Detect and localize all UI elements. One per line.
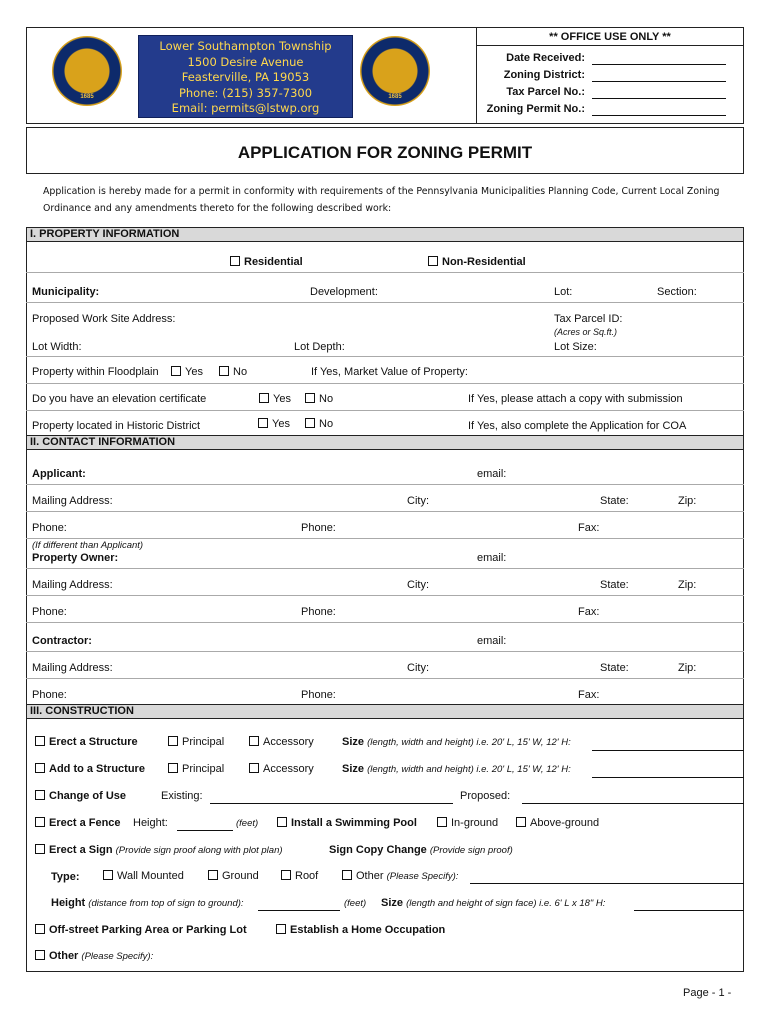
floodplain-no-checkbox[interactable] — [219, 366, 229, 376]
fence-height-field[interactable] — [177, 830, 233, 831]
other-specify-hint: (Please Specify): — [81, 951, 154, 962]
tax-parcel-no-label: Tax Parcel No.: — [506, 86, 585, 98]
residential-label: Residential — [244, 256, 303, 268]
contractor-city-label: City: — [407, 662, 429, 674]
owner-state-label: State: — [600, 579, 629, 591]
form-title: APPLICATION FOR ZONING PERMIT — [237, 143, 533, 162]
applicant-email-label: email: — [477, 468, 507, 480]
sign-height-field[interactable] — [258, 910, 340, 911]
wall-mounted-checkbox[interactable] — [103, 870, 113, 880]
residential-option[interactable] — [230, 256, 303, 268]
lot-width-label: Lot Width: — [32, 341, 82, 353]
pool-label: Install a Swimming Pool — [291, 817, 417, 829]
divider — [26, 651, 744, 652]
size-hint: (length, width and height) i.e. 20' L, 15' W, 12' H: — [367, 764, 571, 775]
parking-option[interactable] — [35, 924, 247, 936]
parking-checkbox[interactable] — [35, 924, 45, 934]
erect-sign-checkbox[interactable] — [35, 844, 45, 854]
sign-copy-hint: (Provide sign proof) — [429, 845, 513, 856]
existing-label: Existing: — [161, 790, 203, 802]
erect-sign-label: Erect a Sign — [49, 844, 113, 856]
fence-height-label: Height: — [133, 817, 168, 829]
zoning-permit-no-field[interactable] — [592, 115, 726, 116]
non-residential-checkbox[interactable] — [428, 256, 438, 266]
banner-line: Email: permits@lstwp.org — [171, 101, 320, 115]
applicant-zip-label: Zip: — [678, 495, 697, 507]
page-number: Page - 1 - — [683, 987, 732, 999]
please-specify-hint: (Please Specify): — [386, 871, 459, 882]
home-occupation-option[interactable] — [276, 924, 445, 936]
floodplain-label: Property within Floodplain — [32, 366, 159, 378]
size-label: Size — [342, 736, 365, 748]
banner-line: Lower Southampton Township — [159, 39, 332, 53]
lot-label: Lot: — [554, 286, 573, 298]
roof-checkbox[interactable] — [281, 870, 291, 880]
lot-depth-label: Lot Depth: — [294, 341, 345, 353]
date-received-field[interactable] — [592, 64, 726, 65]
sign-hint: (Provide sign proof along with plot plan) — [115, 845, 283, 856]
contractor-email-label: email: — [477, 635, 507, 647]
contractor-zip-label: Zip: — [678, 662, 697, 674]
size-label: Size — [342, 763, 365, 775]
historic-label: Property located in Historic District — [32, 420, 201, 432]
historic-yes-checkbox[interactable] — [258, 418, 268, 428]
divider — [26, 511, 744, 512]
inground-label: In-ground — [451, 817, 499, 829]
existing-field[interactable] — [210, 803, 453, 804]
other-type-label: Other — [356, 870, 384, 882]
accessory-label: Accessory — [263, 763, 314, 775]
elevation-note: If Yes, please attach a copy with submission — [468, 393, 683, 405]
divider — [26, 568, 744, 569]
owner-phone2-label: Phone: — [301, 606, 336, 618]
principal-label: Principal — [182, 763, 225, 775]
elevation-yes-option[interactable] — [259, 393, 291, 405]
divider — [26, 383, 744, 384]
add-principal-option[interactable] — [168, 763, 224, 775]
sign-height-label — [51, 897, 244, 909]
roof-label: Roof — [295, 870, 319, 882]
non-residential-label: Non-Residential — [442, 256, 526, 268]
divider — [26, 302, 744, 303]
applicant-phone2-label: Phone: — [301, 522, 336, 534]
other-checkbox[interactable] — [35, 950, 45, 960]
owner-mailing-label: Mailing Address: — [32, 579, 113, 591]
tax-parcel-id-label: Tax Parcel ID: — [554, 313, 623, 325]
historic-note: If Yes, also complete the Application for COA — [468, 420, 687, 432]
market-value-label: If Yes, Market Value of Property: — [311, 366, 468, 378]
ground-label: Ground — [222, 870, 259, 882]
other-type-option[interactable] — [342, 870, 458, 882]
sign-feet-label: (feet) — [344, 898, 367, 909]
tax-parcel-no-field[interactable] — [592, 98, 726, 99]
erect-accessory-option[interactable] — [249, 736, 314, 748]
wall-mounted-option[interactable] — [103, 870, 184, 882]
add-structure-option[interactable] — [35, 763, 145, 775]
sign-height-hint: (distance from top of sign to ground): — [88, 898, 244, 909]
add-principal-checkbox[interactable] — [168, 763, 178, 773]
divider — [26, 410, 744, 411]
roof-option[interactable] — [281, 870, 318, 882]
intro-line-1: Application is hereby made for a permit in conformity with requirements of the Pennsylvania Municipalities Planning Code, Current Local Zoning — [43, 186, 720, 197]
section-label: Section: — [657, 286, 697, 298]
township-seal-left-icon: 1685 — [52, 36, 122, 106]
elevation-no-checkbox[interactable] — [305, 393, 315, 403]
aboveground-option[interactable] — [516, 817, 599, 829]
applicant-phone-label: Phone: — [32, 522, 67, 534]
zoning-permit-no-label: Zoning Permit No.: — [486, 103, 585, 115]
historic-no-option[interactable] — [305, 418, 333, 430]
erect-size-field[interactable] — [592, 750, 744, 751]
contractor-state-label: State: — [600, 662, 629, 674]
historic-no-checkbox[interactable] — [305, 418, 315, 428]
residential-checkbox[interactable] — [230, 256, 240, 266]
inground-option[interactable] — [437, 817, 498, 829]
banner-line: Phone: (215) 357-7300 — [178, 85, 313, 100]
floodplain-yes-checkbox[interactable] — [171, 366, 181, 376]
applicant-fax-label: Fax: — [578, 522, 600, 534]
principal-label: Principal — [182, 736, 225, 748]
add-accessory-checkbox[interactable] — [249, 763, 259, 773]
sign-height-title: Height — [51, 897, 86, 909]
contractor-phone2-label: Phone: — [301, 689, 336, 701]
banner-line: Feasterville, PA 19053 — [181, 70, 310, 84]
floodplain-no-option[interactable] — [219, 366, 247, 378]
yes-label: Yes — [272, 418, 290, 430]
pool-option[interactable] — [277, 817, 417, 829]
inground-checkbox[interactable] — [437, 817, 447, 827]
owner-city-label: City: — [407, 579, 429, 591]
divider — [26, 595, 744, 596]
accessory-label: Accessory — [263, 736, 314, 748]
acres-hint: (Acres or Sq.ft.) — [554, 327, 618, 337]
contractor-fax-label: Fax: — [578, 689, 600, 701]
owner-phone-label: Phone: — [32, 606, 67, 618]
fence-feet-label: (feet) — [236, 818, 259, 829]
applicant-mailing-label: Mailing Address: — [32, 495, 113, 507]
date-received-label: Date Received: — [506, 52, 585, 64]
form-box — [26, 227, 744, 972]
ground-checkbox[interactable] — [208, 870, 218, 880]
erect-fence-option[interactable] — [35, 817, 121, 829]
change-use-option[interactable] — [35, 790, 126, 802]
elevation-yes-checkbox[interactable] — [259, 393, 269, 403]
erect-structure-option[interactable] — [35, 736, 138, 748]
sign-copy-title: Sign Copy Change — [329, 844, 427, 856]
divider — [26, 484, 744, 485]
contractor-label: Contractor: — [32, 635, 92, 647]
banner-line: 1500 Desire Avenue — [187, 54, 304, 69]
applicant-state-label: State: — [600, 495, 629, 507]
floodplain-yes-option[interactable] — [171, 366, 203, 378]
non-residential-option[interactable] — [428, 256, 526, 268]
applicant-city-label: City: — [407, 495, 429, 507]
development-label: Development: — [310, 286, 378, 298]
pool-checkbox[interactable] — [277, 817, 287, 827]
proposed-field[interactable] — [522, 803, 744, 804]
contractor-mailing-label: Mailing Address: — [32, 662, 113, 674]
erect-sign-option[interactable] — [35, 844, 283, 856]
add-size-field[interactable] — [592, 777, 744, 778]
sign-size-hint: (length and height of sign face) i.e. 6' L x 18" H: — [406, 898, 606, 909]
applicant-label: Applicant: — [32, 468, 86, 480]
owner-fax-label: Fax: — [578, 606, 600, 618]
add-accessory-option[interactable] — [249, 763, 314, 775]
erect-accessory-checkbox[interactable] — [249, 736, 259, 746]
if-different-hint: (If different than Applicant) — [32, 540, 144, 551]
parking-label: Off-street Parking Area or Parking Lot — [49, 924, 247, 936]
erect-principal-checkbox[interactable] — [168, 736, 178, 746]
add-size-label — [342, 763, 571, 775]
section-construction: III. CONSTRUCTION — [26, 704, 744, 719]
divider — [26, 356, 744, 357]
add-structure-checkbox[interactable] — [35, 763, 45, 773]
proposed-label: Proposed: — [460, 790, 511, 802]
work-site-label: Proposed Work Site Address: — [32, 313, 176, 325]
other-type-field[interactable] — [470, 883, 744, 884]
divider — [26, 272, 744, 273]
change-use-checkbox[interactable] — [35, 790, 45, 800]
section-property-info: I. PROPERTY INFORMATION — [26, 227, 744, 242]
property-owner-label: Property Owner: — [32, 552, 119, 564]
aboveground-label: Above-ground — [530, 817, 600, 829]
township-banner — [138, 35, 353, 118]
no-label: No — [319, 393, 334, 405]
home-occupation-label: Establish a Home Occupation — [290, 924, 446, 936]
wall-mounted-label: Wall Mounted — [117, 870, 184, 882]
municipality-label: Municipality: — [32, 286, 100, 298]
historic-yes-option[interactable] — [258, 418, 290, 430]
erect-fence-checkbox[interactable] — [35, 817, 45, 827]
size-label: Size — [381, 897, 404, 909]
yes-label: Yes — [185, 366, 203, 378]
erect-structure-label: Erect a Structure — [49, 736, 138, 748]
no-label: No — [233, 366, 248, 378]
other-option[interactable] — [35, 950, 153, 962]
size-hint: (length, width and height) i.e. 20' L, 15' W, 12' H: — [367, 737, 571, 748]
ground-option[interactable] — [208, 870, 259, 882]
elevation-no-option[interactable] — [305, 393, 333, 405]
section-contact-info: II. CONTACT INFORMATION — [26, 435, 744, 450]
lot-size-label: Lot Size: — [554, 341, 597, 353]
erect-fence-label: Erect a Fence — [49, 817, 121, 829]
township-seal-right-icon: 1685 — [360, 36, 430, 106]
add-structure-label: Add to a Structure — [49, 763, 145, 775]
yes-label: Yes — [273, 393, 291, 405]
contractor-phone-label: Phone: — [32, 689, 67, 701]
zoning-district-label: Zoning District: — [503, 69, 585, 81]
aboveground-checkbox[interactable] — [516, 817, 526, 827]
intro-line-2: Ordinance and any amendments thereto for the following described work: — [43, 203, 392, 214]
no-label: No — [319, 418, 334, 430]
owner-zip-label: Zip: — [678, 579, 697, 591]
erect-size-label — [342, 736, 571, 748]
other-label: Other — [49, 950, 79, 962]
sign-type-label: Type: — [51, 871, 80, 883]
home-occupation-checkbox[interactable] — [276, 924, 286, 934]
zoning-district-field[interactable] — [592, 81, 726, 82]
owner-email-label: email: — [477, 552, 507, 564]
office-use-title: ** OFFICE USE ONLY ** — [476, 31, 744, 46]
other-type-checkbox[interactable] — [342, 870, 352, 880]
sign-copy-label — [329, 844, 513, 856]
elevation-label: Do you have an elevation certificate — [32, 393, 207, 405]
divider — [26, 538, 744, 539]
divider — [26, 622, 744, 623]
change-use-label: Change of Use — [49, 790, 127, 802]
divider — [26, 678, 744, 679]
erect-principal-option[interactable] — [168, 736, 224, 748]
erect-structure-checkbox[interactable] — [35, 736, 45, 746]
sign-size-label — [381, 897, 605, 909]
sign-size-field[interactable] — [634, 910, 744, 911]
